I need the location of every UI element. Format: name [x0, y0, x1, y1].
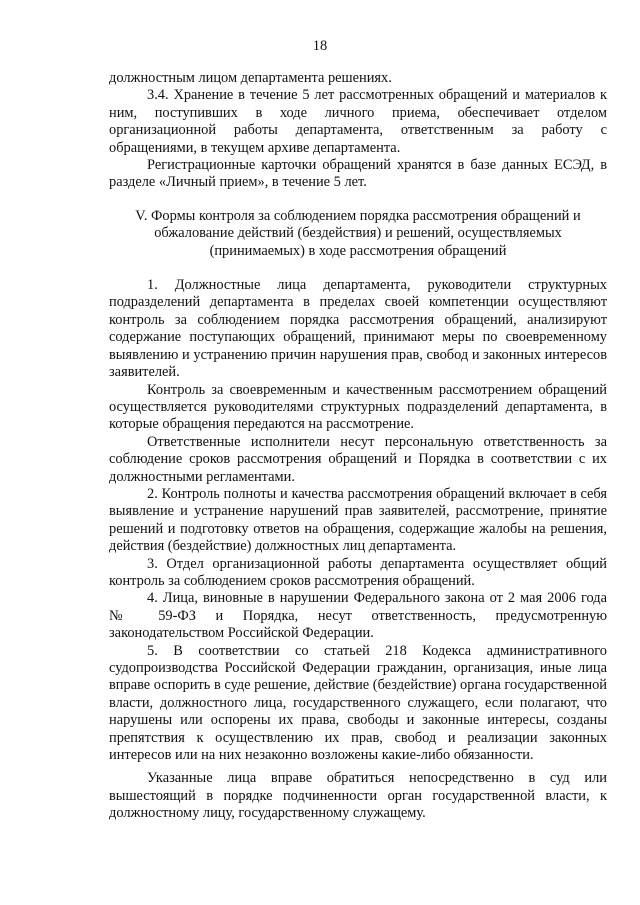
paragraph-4-liability: 4. Лица, виновные в нарушении Федерального закона от 2 мая 2006 года № 59-ФЗ и Порядка, несут ответственность, предусмотренную законодательством Российской Федерации.: [109, 590, 607, 642]
page-number: 18: [312, 38, 328, 54]
section-heading-line-2: обжалование действий (бездействия) и решений, осуществляемых: [154, 225, 562, 242]
section-heading-line-1: V. Формы контроля за соблюдением порядка рассмотрения обращений и: [135, 207, 581, 224]
paragraph-right-to-appeal: Указанные лица вправе обратиться непосредственно в суд или вышестоящий в порядке подчиненности орган государственной власти, к должностному лицу, государственному служащему.: [109, 770, 607, 822]
paragraph-1-officials: 1. Должностные лица департамента, руководители структурных подразделений департамента в пределах своей компетенции осуществляют контроль за соблюдением порядка рассмотрения обращений, анализируют содержание поступающих обращений, принимают меры по своевременному выявлению и устранению причин нарушения прав, свобод и законных интересов заявителей.: [109, 277, 607, 381]
section-heading: [109, 208, 607, 260]
paragraph-control-timely: Контроль за своевременным и качественным рассмотрением обращений осуществляется руководителями структурных подразделений департамента, в которые обращения передаются на рассмотрение.: [109, 381, 607, 433]
paragraph-3-4-storage: 3.4. Хранение в течение 5 лет рассмотренных обращений и материалов к ним, поступивших в ходе личного приема, обеспечивает отделом организационной работы департамента, ответственным за работу с обращениями, в текущем архиве департамента.: [109, 87, 607, 156]
paragraph-continuation: должностным лицом департамента решениях.: [109, 70, 392, 86]
document-body: [109, 70, 607, 823]
section-heading-line-3: (принимаемых) в ходе рассмотрения обращений: [209, 242, 507, 259]
paragraph-3-org-department: 3. Отдел организационной работы департамента осуществляет общий контроль за соблюдением сроков рассмотрения обращений.: [109, 555, 607, 589]
paragraph-registration-cards: Регистрационные карточки обращений хранятся в базе данных ЕСЭД, в разделе «Личный прием», в течение 5 лет.: [109, 157, 607, 191]
paragraph-responsible-executors: Ответственные исполнители несут персональную ответственность за соблюдение сроков рассмотрения обращений и Порядка в соответствии с их должностными регламентами.: [109, 433, 607, 485]
paragraph-2-control-quality: 2. Контроль полноты и качества рассмотрения обращений включает в себя выявление и устранение нарушений прав заявителей, рассмотрение, принятие решений и подготовку ответов на обращения, содержащие жалобы на решения, действия (бездействие) должностных лиц департамента.: [109, 485, 607, 555]
paragraph-5-court-appeal: 5. В соответствии со статьей 218 Кодекса административного судопроизводства Российской Федерации гражданин, организация, иные лица вправе оспорить в суде решение, действие (бездействие) органа государственной власти, должностного лица, государственного служащего, если полагают, что нарушены или оспорены их права, свободы и законные интересы, созданы препятствия к осуществлению их прав, свобод и реализации законных интересов или на них незаконно возложены какие-либо обязанности.: [109, 642, 607, 764]
